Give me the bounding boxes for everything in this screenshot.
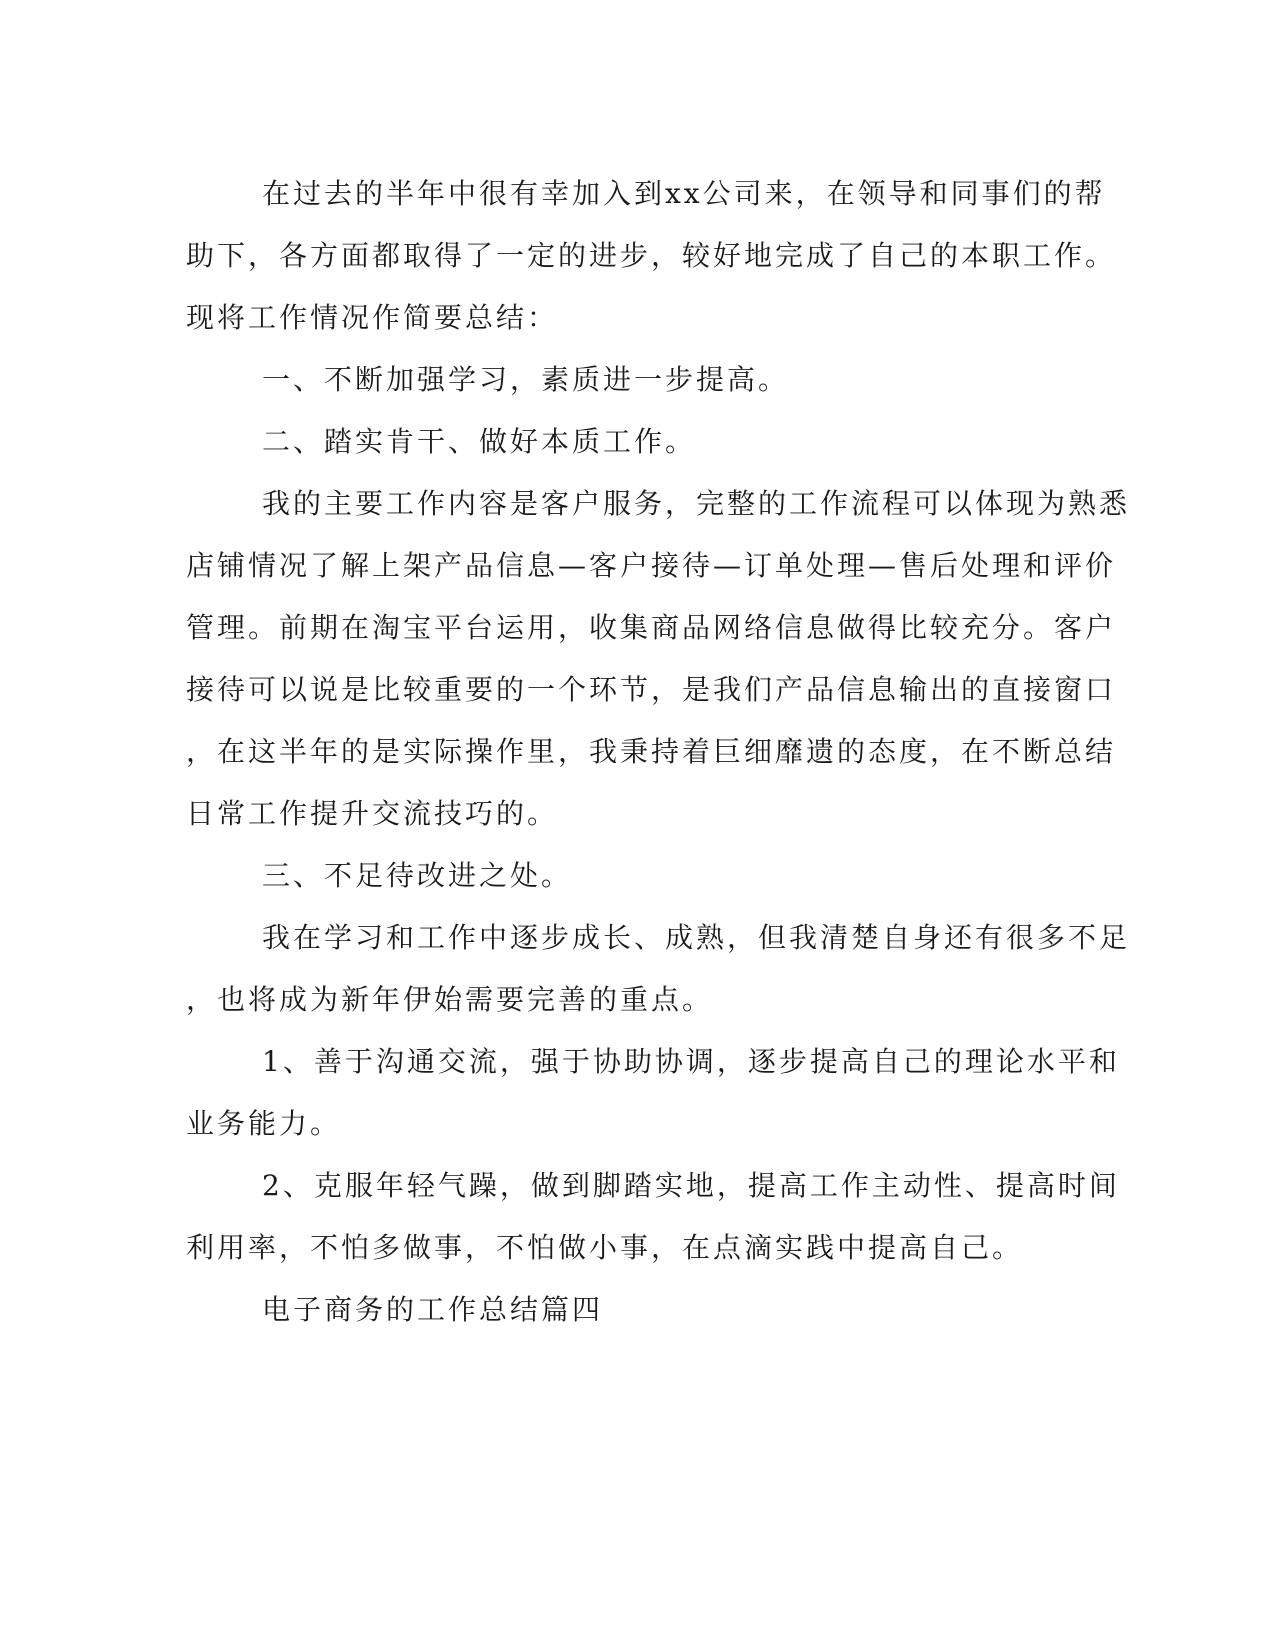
section-heading: 三、不足待改进之处。 [262, 859, 573, 892]
section-heading: 二、踏实肯干、做好本质工作。 [262, 425, 697, 458]
list-item-continuation: 利用率，不怕多做事，不怕做小事，在点滴实践中提高自己。 [186, 1231, 1024, 1264]
body-line: ，在这半年的是实际操作里，我秉持着巨细靡遗的态度，在不断总结 [186, 735, 1117, 768]
body-line: 我在学习和工作中逐步成长、成熟，但我清楚自身还有很多不足 [262, 921, 1131, 954]
body-line: 管理。前期在淘宝平台运用，收集商品网络信息做得比较充分。客户 [186, 611, 1117, 644]
body-line: 助下，各方面都取得了一定的进步，较好地完成了自己的本职工作。 [186, 239, 1117, 272]
section-heading: 一、不断加强学习，素质进一步提高。 [262, 363, 790, 396]
list-item: 2、克服年轻气躁，做到脚踏实地，提高工作主动性、提高时间 [262, 1169, 1120, 1202]
list-item-continuation: 业务能力。 [186, 1107, 342, 1140]
body-line: 日常工作提升交流技巧的。 [186, 797, 559, 830]
body-line: 接待可以说是比较重要的一个环节，是我们产品信息输出的直接窗口 [186, 673, 1117, 706]
list-item: 1、善于沟通交流，强于协助协调，逐步提高自己的理论水平和 [262, 1045, 1120, 1078]
body-line: 店铺情况了解上架产品信息—客户接待—订单处理—售后处理和评价 [186, 549, 1117, 582]
body-line: 在过去的半年中很有幸加入到xx公司来，在领导和同事们的帮 [262, 177, 1106, 210]
body-line: 现将工作情况作简要总结： [186, 301, 559, 334]
body-line: ，也将成为新年伊始需要完善的重点。 [186, 983, 714, 1016]
next-section-title: 电子商务的工作总结篇四 [262, 1293, 604, 1326]
document-body [186, 163, 1131, 1341]
body-line: 我的主要工作内容是客户服务，完整的工作流程可以体现为熟悉 [262, 487, 1131, 520]
